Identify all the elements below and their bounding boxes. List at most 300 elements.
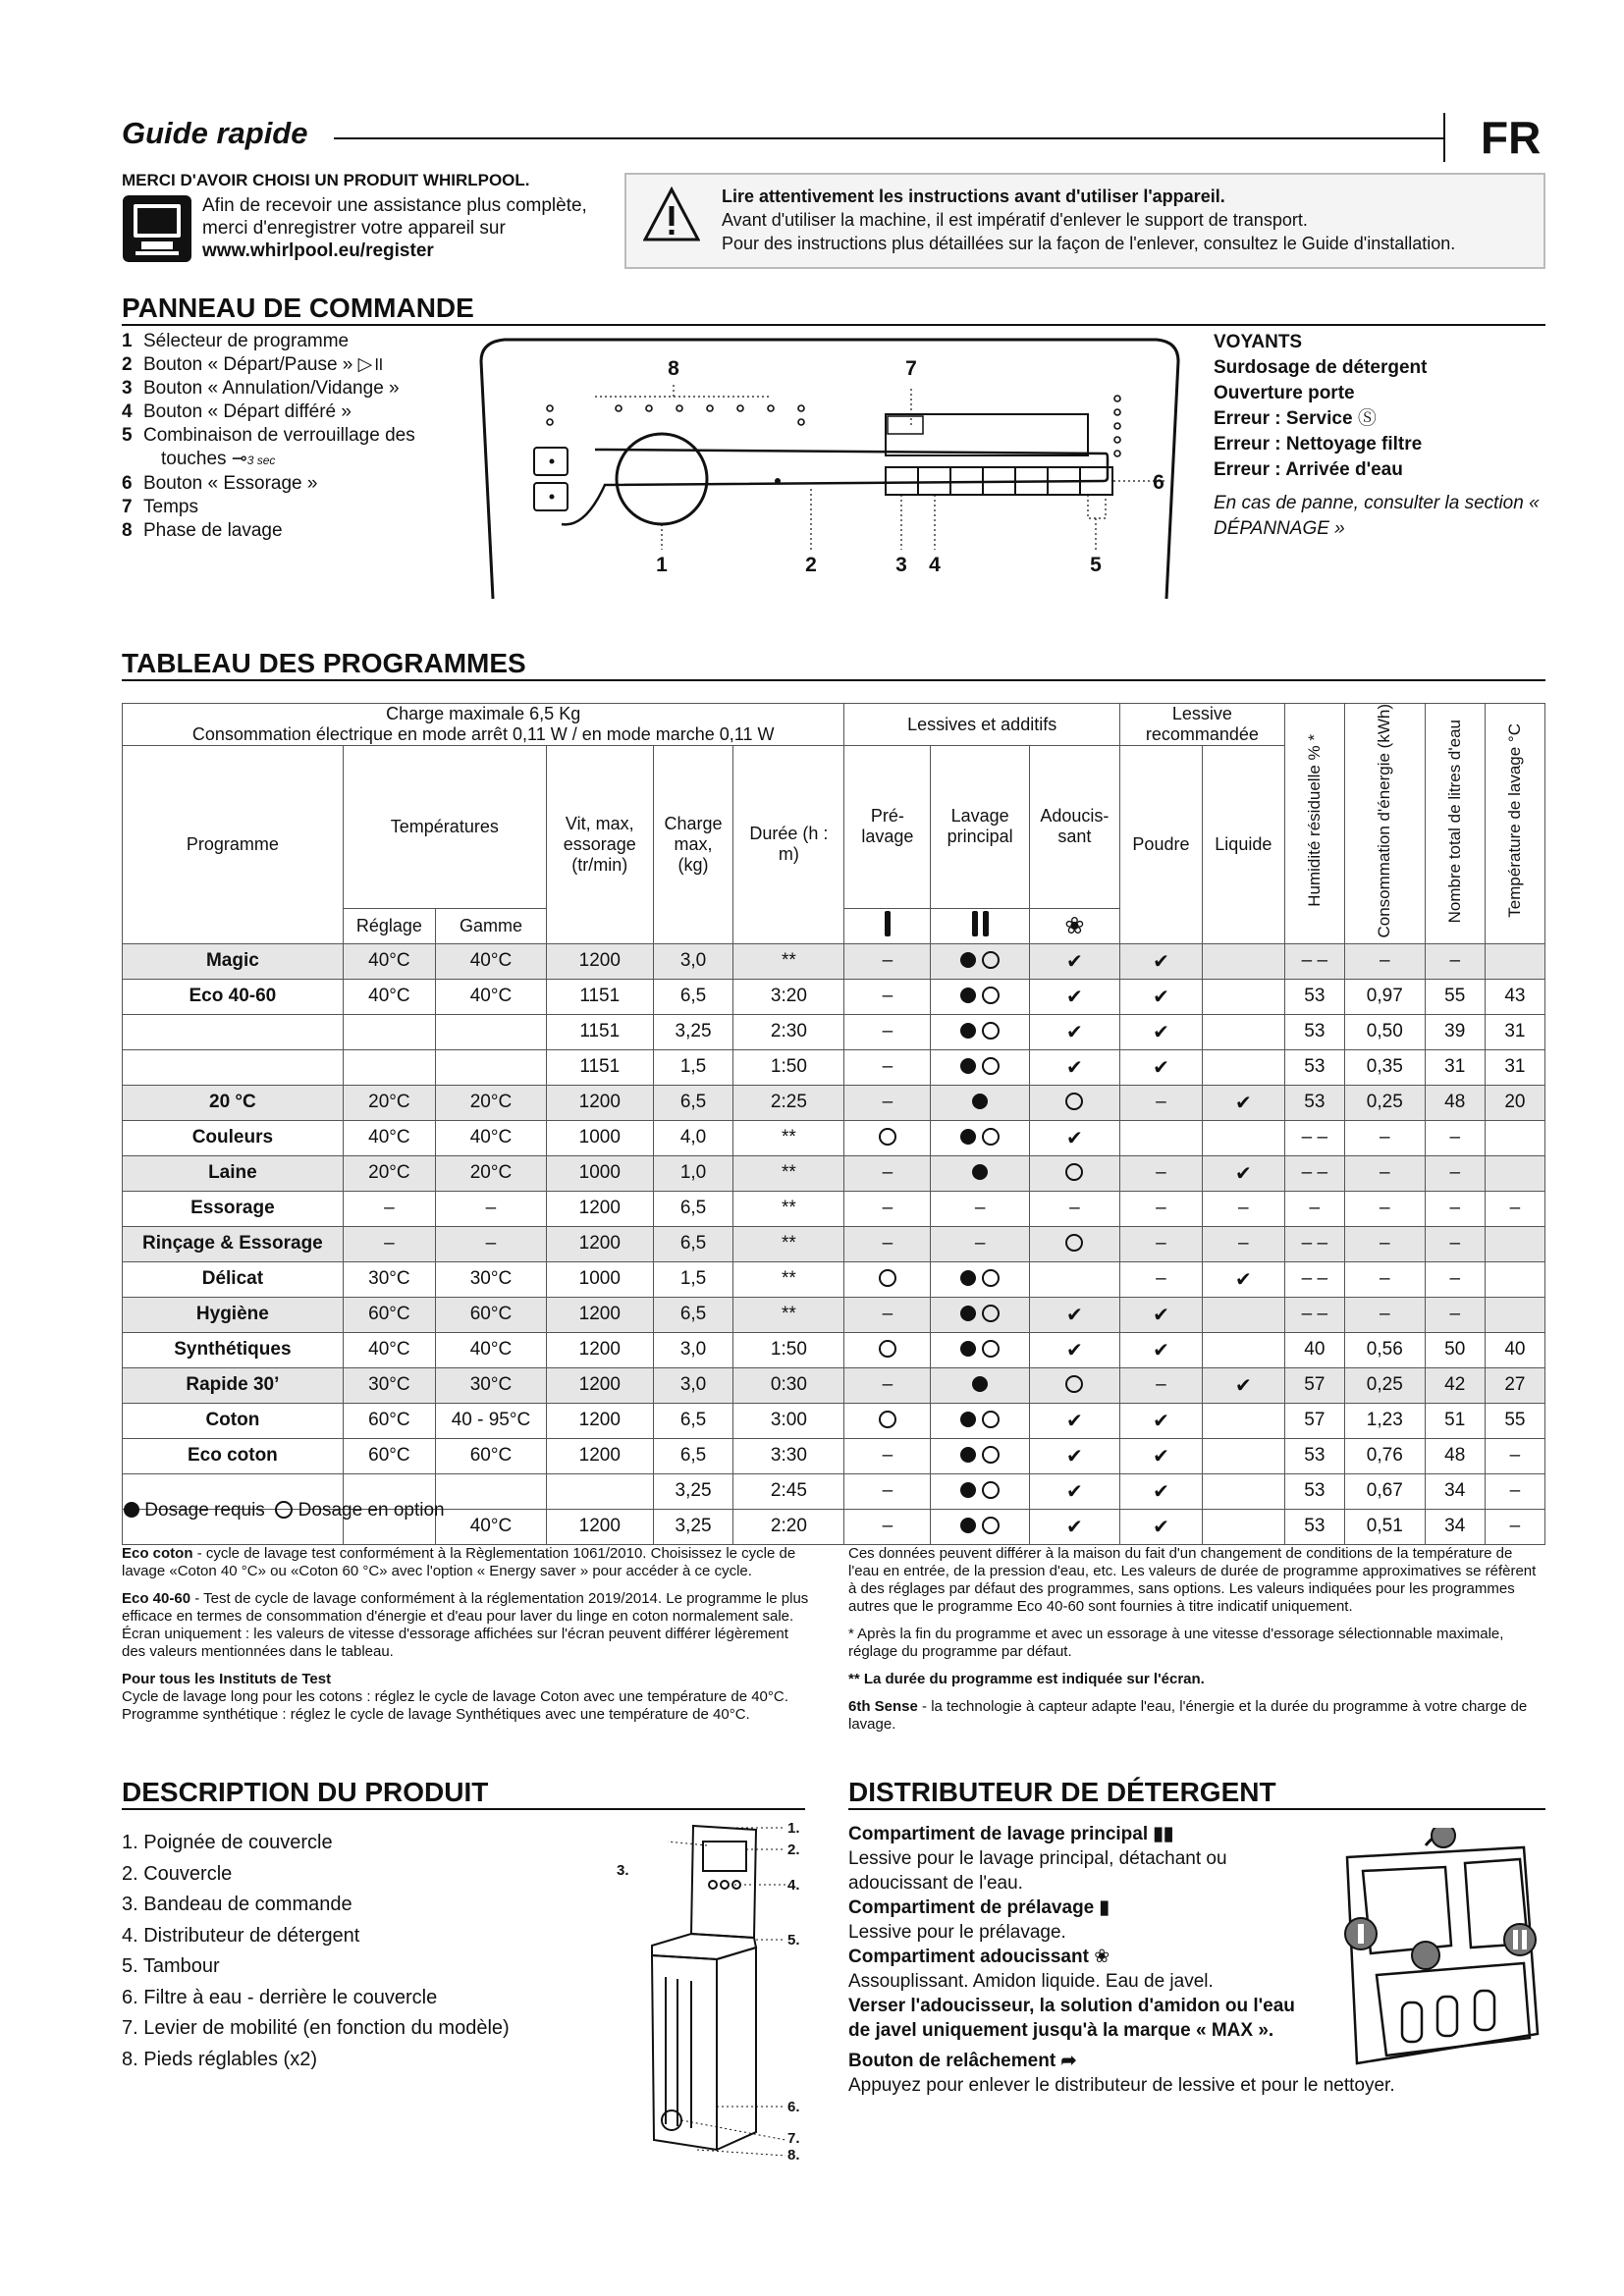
panel-item: 5 Combinaison de verrouillage des <box>122 425 415 446</box>
description-item: 7. Levier de mobilité (en fonction du modèle) <box>122 2017 510 2039</box>
description-item: 4. Distributeur de détergent <box>122 1924 360 1947</box>
register-link[interactable]: www.whirlpool.eu/register <box>202 240 434 261</box>
table-cell: 50 <box>1425 1332 1485 1367</box>
panel-item: 4 Bouton « Départ différé » <box>122 401 352 422</box>
voyant-item: Ouverture porte <box>1214 383 1355 403</box>
table-cell <box>1029 1049 1119 1085</box>
table-cell: – <box>1284 1191 1344 1226</box>
table-cell: 55 <box>1485 1403 1544 1438</box>
table-cell: ** <box>733 1297 844 1332</box>
check-icon: ✔ <box>1066 1445 1083 1468</box>
check-icon: ✔ <box>1066 1127 1083 1149</box>
table-cell <box>1120 1297 1203 1332</box>
dosage-required-icon <box>960 1518 976 1533</box>
panel-legend <box>122 330 415 543</box>
table-cell: 31 <box>1485 1049 1544 1085</box>
table-cell <box>1202 1261 1284 1297</box>
table-cell <box>1202 1014 1284 1049</box>
table-cell <box>1202 1367 1284 1403</box>
dosage-optional-icon <box>1065 1093 1083 1110</box>
table-cell: – <box>1344 943 1425 979</box>
diagram-label-3: 3 <box>895 554 907 576</box>
table-cell <box>1029 1014 1119 1049</box>
table-cell <box>1202 1403 1284 1438</box>
table-cell: 40 <box>1485 1332 1544 1367</box>
table-cell: 1000 <box>546 1155 653 1191</box>
check-icon: ✔ <box>1066 950 1083 973</box>
table-cell: 6,5 <box>653 1226 733 1261</box>
table-cell <box>1202 1297 1284 1332</box>
dosage-optional-icon <box>275 1501 293 1519</box>
table-cell: – – <box>1284 1120 1344 1155</box>
dosage-optional-icon <box>879 1340 896 1358</box>
table-cell <box>1120 979 1203 1014</box>
table-cell: 55 <box>1425 979 1485 1014</box>
table-cell: 40°C <box>343 943 435 979</box>
table-cell: 3,0 <box>653 943 733 979</box>
dosage-required-icon <box>972 1094 988 1109</box>
washer-label-8: 8. <box>787 2147 800 2162</box>
check-icon: ✔ <box>1066 1021 1083 1043</box>
reglage-header: Réglage <box>343 908 435 943</box>
table-cell: – <box>1425 1297 1485 1332</box>
diagram-label-5: 5 <box>1090 554 1102 576</box>
table-cell <box>1202 943 1284 979</box>
table-cell: 1200 <box>546 1438 653 1473</box>
check-icon: ✔ <box>1153 1410 1169 1432</box>
lessives-header: Lessives et additifs <box>844 704 1120 746</box>
program-name: Synthétiques <box>123 1332 344 1367</box>
table-cell: – <box>844 1509 931 1544</box>
table-cell: – <box>844 1191 931 1226</box>
panel-title: PANNEAU DE COMMANDE <box>122 293 474 323</box>
table-cell: 20°C <box>436 1085 547 1120</box>
table-cell: – <box>844 1473 931 1509</box>
table-cell: 40°C <box>436 1509 547 1544</box>
table-cell: – – <box>1284 1155 1344 1191</box>
table-cell: – <box>436 1226 547 1261</box>
check-icon: ✔ <box>1066 1516 1083 1538</box>
voyant-item: Erreur : Arrivée d'eau <box>1214 459 1403 480</box>
dosage-optional-icon <box>1065 1163 1083 1181</box>
program-table <box>122 703 1545 1545</box>
computer-icon <box>122 194 192 263</box>
main-compartment-text: Lessive pour le lavage principal, détachant ou adoucissant de l'eau. <box>848 1848 1227 1894</box>
table-cell <box>931 1049 1029 1085</box>
temperatures-header: Températures <box>343 746 546 909</box>
table-cell: – <box>844 1085 931 1120</box>
dosage-optional-icon <box>982 1269 1000 1287</box>
duree-header: Durée (h : m) <box>733 746 844 944</box>
table-cell: 1000 <box>546 1120 653 1155</box>
table-cell <box>1485 1120 1544 1155</box>
table-cell: 53 <box>1284 1438 1344 1473</box>
program-name: 20 °C <box>123 1085 344 1120</box>
voyant-item: Erreur : Nettoyage filtre <box>1214 434 1423 454</box>
table-cell: – <box>1202 1191 1284 1226</box>
table-cell: – – <box>1284 943 1344 979</box>
table-cell: 6,5 <box>653 1191 733 1226</box>
table-cell <box>1029 1297 1119 1332</box>
table-cell: – <box>1344 1297 1425 1332</box>
table-cell: – <box>1485 1473 1544 1509</box>
table-cell: 0,56 <box>1344 1332 1425 1367</box>
table-cell: – <box>844 1226 931 1261</box>
dosage-required-icon <box>960 988 976 1003</box>
dosage-optional-icon <box>982 1305 1000 1322</box>
table-cell: 57 <box>1284 1403 1344 1438</box>
table-cell: – <box>1029 1191 1119 1226</box>
washer-label-7: 7. <box>787 2130 800 2147</box>
dosage-required-icon <box>960 952 976 968</box>
temperature-header: Température de lavage °C <box>1485 704 1544 944</box>
dosage-required-icon <box>960 1058 976 1074</box>
table-cell: – – <box>1284 1261 1344 1297</box>
program-name: Rinçage & Essorage <box>123 1226 344 1261</box>
program-name <box>123 1014 344 1049</box>
table-cell: 40 <box>1284 1332 1344 1367</box>
table-row <box>123 1297 1545 1332</box>
table-cell: 60°C <box>436 1297 547 1332</box>
table-cell: 57 <box>1284 1367 1344 1403</box>
table-cell <box>931 1509 1029 1544</box>
table-cell <box>1120 1473 1203 1509</box>
table-cell: 40°C <box>436 943 547 979</box>
washer-label-3: 3. <box>617 1862 629 1879</box>
prewash-icon <box>844 908 931 943</box>
note-instituts: Pour tous les Instituts de Test Cycle de lavage long pour les cotons : réglez le cycle de lavage Coton avec une température de 40°C. Programme synthétique : réglez le cycle de lavage Synthétiques avec une température de 40°C. <box>122 1671 788 1723</box>
table-cell: 40°C <box>436 1120 547 1155</box>
table-row <box>123 1403 1545 1438</box>
table-cell <box>546 1473 653 1509</box>
table-cell: 40°C <box>343 1332 435 1367</box>
table-cell: 20 <box>1485 1085 1544 1120</box>
dosage-optional-icon <box>982 1057 1000 1075</box>
control-panel-diagram <box>477 332 1184 603</box>
table-row <box>123 1155 1545 1191</box>
warning-line-2: Avant d'utiliser la machine, il est impératif d'enlever le support de transport. <box>722 210 1308 230</box>
max-warning: Verser l'adoucisseur, la solution d'amidon ou l'eau de javel uniquement jusqu'à la marque « MAX ». <box>848 1996 1295 2041</box>
table-cell: 20°C <box>343 1155 435 1191</box>
dosage-optional-icon <box>1065 1375 1083 1393</box>
table-cell: – <box>1344 1261 1425 1297</box>
table-cell: – <box>1120 1367 1203 1403</box>
table-cell <box>931 943 1029 979</box>
voyants-title: VOYANTS <box>1214 332 1303 352</box>
program-name: Eco coton <box>123 1438 344 1473</box>
play-pause-icon: ▷॥ <box>357 354 384 375</box>
table-cell: 2:25 <box>733 1085 844 1120</box>
programme-header: Programme <box>123 746 344 944</box>
table-cell <box>1202 1473 1284 1509</box>
page-title: Guide rapide <box>122 116 308 150</box>
table-cell: 1,5 <box>653 1261 733 1297</box>
table-cell: 0,35 <box>1344 1049 1425 1085</box>
release-title: Bouton de relâchement ➦ <box>848 2051 1077 2071</box>
table-cell: 60°C <box>343 1403 435 1438</box>
check-icon: ✔ <box>1066 1056 1083 1079</box>
table-cell: – – <box>1284 1297 1344 1332</box>
table-cell <box>1029 1120 1119 1155</box>
table-cell: 1,23 <box>1344 1403 1425 1438</box>
description-item: 5. Tambour <box>122 1955 220 1977</box>
table-cell: – <box>1425 943 1485 979</box>
table-cell: – <box>1120 1085 1203 1120</box>
mainwash-icon <box>931 908 1029 943</box>
adoucissant-header: Adoucis-sant <box>1029 746 1119 909</box>
table-cell: 1200 <box>546 1085 653 1120</box>
table-cell: 53 <box>1284 1049 1344 1085</box>
table-cell: ** <box>733 943 844 979</box>
table-rule <box>122 679 1545 681</box>
dosage-optional-icon <box>982 1517 1000 1534</box>
table-cell: 1200 <box>546 1509 653 1544</box>
register-text <box>202 194 624 262</box>
description-item: 2. Couvercle <box>122 1862 233 1885</box>
table-cell: 1200 <box>546 1332 653 1367</box>
diagram-label-1: 1 <box>656 554 668 576</box>
table-cell: 53 <box>1284 1509 1344 1544</box>
table-cell <box>1202 1049 1284 1085</box>
dosage-required-icon <box>960 1270 976 1286</box>
table-row <box>123 1120 1545 1155</box>
table-cell <box>844 1332 931 1367</box>
table-cell: – <box>1485 1438 1544 1473</box>
program-name: Eco 40-60 <box>123 979 344 1014</box>
dosage-optional-icon <box>982 1128 1000 1146</box>
table-row <box>123 1049 1545 1085</box>
table-cell <box>1485 943 1544 979</box>
table-cell: – <box>844 943 931 979</box>
release-text: Appuyez pour enlever le distributeur de lessive et pour le nettoyer. <box>848 2075 1395 2096</box>
table-cell: – <box>1344 1226 1425 1261</box>
table-cell: 3:30 <box>733 1438 844 1473</box>
table-cell: 1200 <box>546 943 653 979</box>
table-cell: 1200 <box>546 1191 653 1226</box>
table-cell: ** <box>733 1155 844 1191</box>
main-compartment-title: Compartiment de lavage principal ▮▮ <box>848 1824 1174 1844</box>
table-cell <box>1202 1120 1284 1155</box>
table-cell <box>343 1014 435 1049</box>
washer-label-4: 4. <box>787 1877 800 1894</box>
prelavage-header: Pré-lavage <box>844 746 931 909</box>
table-cell: – <box>1344 1155 1425 1191</box>
panel-rule <box>122 324 1545 326</box>
table-cell <box>1029 943 1119 979</box>
header-divider <box>1443 113 1445 162</box>
table-row <box>123 1438 1545 1473</box>
table-cell: 48 <box>1425 1085 1485 1120</box>
table-cell: 20°C <box>343 1085 435 1120</box>
warning-line-1: Lire attentivement les instructions avant d'utiliser l'appareil. <box>722 187 1225 206</box>
table-cell: – <box>1202 1226 1284 1261</box>
note-sixth-sense: 6th Sense - la technologie à capteur adapte l'eau, l'énergie et la durée du programme à votre charge de lavage. <box>848 1698 1528 1733</box>
table-cell <box>931 1332 1029 1367</box>
table-cell: – <box>343 1191 435 1226</box>
table-cell <box>1485 1261 1544 1297</box>
dosage-optional-icon <box>982 1446 1000 1464</box>
table-cell: 53 <box>1284 1014 1344 1049</box>
register-sentence: Afin de recevoir une assistance plus complète, merci d'enregistrer votre appareil sur <box>202 195 587 239</box>
diagram-label-2: 2 <box>805 554 817 576</box>
vitesse-header: Vit, max, essorage (tr/min) <box>546 746 653 944</box>
table-cell <box>1120 1332 1203 1367</box>
check-icon: ✔ <box>1066 1339 1083 1362</box>
diagram-label-6: 6 <box>1153 471 1164 494</box>
table-cell: 51 <box>1425 1403 1485 1438</box>
prewash-compartment-title: Compartiment de prélavage ▮ <box>848 1897 1110 1918</box>
check-icon: ✔ <box>1153 1304 1169 1326</box>
table-cell: 6,5 <box>653 1403 733 1438</box>
table-title: TABLEAU DES PROGRAMMES <box>122 648 526 678</box>
table-cell: – <box>1485 1191 1544 1226</box>
table-cell: 3,25 <box>653 1509 733 1544</box>
table-cell <box>931 1261 1029 1297</box>
note-duration: ** La durée du programme est indiquée sur l'écran. <box>848 1671 1205 1687</box>
description-title: DESCRIPTION DU PRODUIT <box>122 1777 489 1807</box>
legend-optional: Dosage en option <box>298 1500 445 1521</box>
voyant-item: Erreur : Service Ⓢ <box>1214 408 1377 429</box>
lavage-header: Lavage principal <box>931 746 1029 909</box>
detergent-drawer-illustration <box>1327 1828 1545 2073</box>
table-cell: 0,67 <box>1344 1473 1425 1509</box>
panel-item: touches ⊸3 sec <box>161 449 276 469</box>
table-cell: – <box>844 1367 931 1403</box>
program-name: Rapide 30’ <box>123 1367 344 1403</box>
table-cell: 0,25 <box>1344 1085 1425 1120</box>
table-cell: – <box>844 1049 931 1085</box>
dosage-optional-icon <box>879 1128 896 1146</box>
table-cell <box>436 1049 547 1085</box>
table-cell: 1200 <box>546 1226 653 1261</box>
dosage-optional-icon <box>982 1022 1000 1040</box>
notes-left <box>122 1545 809 1734</box>
table-cell: 43 <box>1485 979 1544 1014</box>
table-cell: ** <box>733 1226 844 1261</box>
table-cell: 1000 <box>546 1261 653 1297</box>
table-cell <box>1029 1509 1119 1544</box>
table-cell: 0,51 <box>1344 1509 1425 1544</box>
softener-compartment-text: Assouplissant. Amidon liquide. Eau de javel. <box>848 1971 1214 1992</box>
dosage-required-icon <box>960 1447 976 1463</box>
recommandee-header: Lessive recommandée <box>1120 704 1285 746</box>
detergent-rule <box>848 1808 1545 1810</box>
check-icon: ✔ <box>1153 950 1169 973</box>
description-rule <box>122 1808 805 1810</box>
table-cell: 34 <box>1425 1473 1485 1509</box>
table-cell: 1:50 <box>733 1049 844 1085</box>
washer-label-1: 1. <box>787 1820 800 1837</box>
program-name: Délicat <box>123 1261 344 1297</box>
table-cell: 27 <box>1485 1367 1544 1403</box>
dosage-required-icon <box>960 1412 976 1427</box>
poudre-header: Poudre <box>1120 746 1203 944</box>
dosage-optional-icon <box>982 1481 1000 1499</box>
table-cell: 2:30 <box>733 1014 844 1049</box>
check-icon: ✔ <box>1066 1410 1083 1432</box>
dosage-optional-icon <box>982 1411 1000 1428</box>
description-item: 1. Poignée de couvercle <box>122 1832 333 1853</box>
panel-item: 3 Bouton « Annulation/Vidange » <box>122 378 400 399</box>
program-name: Couleurs <box>123 1120 344 1155</box>
table-cell <box>1120 1509 1203 1544</box>
table-cell: 60°C <box>343 1438 435 1473</box>
table-cell: 31 <box>1425 1049 1485 1085</box>
table-cell: – <box>844 1297 931 1332</box>
check-icon: ✔ <box>1153 1021 1169 1043</box>
description-item: 3. Bandeau de commande <box>122 1894 352 1915</box>
table-cell <box>931 1438 1029 1473</box>
table-cell: 40°C <box>436 1332 547 1367</box>
table-cell <box>931 1473 1029 1509</box>
table-cell: 3,0 <box>653 1332 733 1367</box>
flower-icon: ❀ <box>1094 1947 1110 1967</box>
voyants-note: En cas de panne, consulter la section « DÉPANNAGE » <box>1214 493 1540 539</box>
table-row <box>123 943 1545 979</box>
table-cell: 2:45 <box>733 1473 844 1509</box>
dosage-optional-icon <box>1065 1234 1083 1252</box>
dosage-optional-icon <box>879 1269 896 1287</box>
dosage-required-icon <box>972 1164 988 1180</box>
table-cell: 3,25 <box>653 1014 733 1049</box>
table-cell: – – <box>1284 1226 1344 1261</box>
table-cell: – <box>844 1014 931 1049</box>
table-cell: 53 <box>1284 1085 1344 1120</box>
dosage-optional-icon <box>982 987 1000 1004</box>
check-icon: ✔ <box>1153 1445 1169 1468</box>
charge-header: Charge maximale 6,5 Kg Consommation électrique en mode arrêt 0,11 W / en mode marche 0,11 W <box>123 704 844 746</box>
dosage-required-icon <box>960 1129 976 1145</box>
table-cell <box>1485 1297 1544 1332</box>
table-cell: 40 - 95°C <box>436 1403 547 1438</box>
table-cell: – <box>1485 1509 1544 1544</box>
dosage-optional-icon <box>982 1340 1000 1358</box>
table-cell: 1200 <box>546 1297 653 1332</box>
panel-item: 8 Phase de lavage <box>122 520 283 541</box>
dosage-required-icon <box>972 1376 988 1392</box>
program-name: Laine <box>123 1155 344 1191</box>
table-cell: – <box>436 1191 547 1226</box>
table-row <box>123 1014 1545 1049</box>
table-cell: 1,0 <box>653 1155 733 1191</box>
check-icon: ✔ <box>1234 1268 1252 1291</box>
table-cell: 20°C <box>436 1155 547 1191</box>
table-cell <box>844 1261 931 1297</box>
table-cell <box>436 1014 547 1049</box>
table-cell: 1200 <box>546 1367 653 1403</box>
washer-illustration <box>609 1820 815 2162</box>
table-cell <box>931 1297 1029 1332</box>
program-name: Hygiène <box>123 1297 344 1332</box>
table-cell: 0,50 <box>1344 1014 1425 1049</box>
table-row <box>123 1367 1545 1403</box>
check-icon: ✔ <box>1234 1092 1252 1114</box>
table-cell: 60°C <box>343 1297 435 1332</box>
table-cell: 34 <box>1425 1509 1485 1544</box>
table-cell: 0:30 <box>733 1367 844 1403</box>
table-cell: – <box>1120 1191 1203 1226</box>
panel-item: 6 Bouton « Essorage » <box>122 473 318 494</box>
panel-item: 1 Sélecteur de programme <box>122 331 350 351</box>
table-cell: 40°C <box>436 979 547 1014</box>
table-cell: 0,76 <box>1344 1438 1425 1473</box>
program-name: Coton <box>123 1403 344 1438</box>
panel-item: 7 Temps <box>122 497 198 517</box>
softener-icon: ❀ <box>1029 908 1119 943</box>
table-cell: – <box>1344 1120 1425 1155</box>
table-cell: 6,5 <box>653 979 733 1014</box>
check-icon: ✔ <box>1234 1162 1252 1185</box>
